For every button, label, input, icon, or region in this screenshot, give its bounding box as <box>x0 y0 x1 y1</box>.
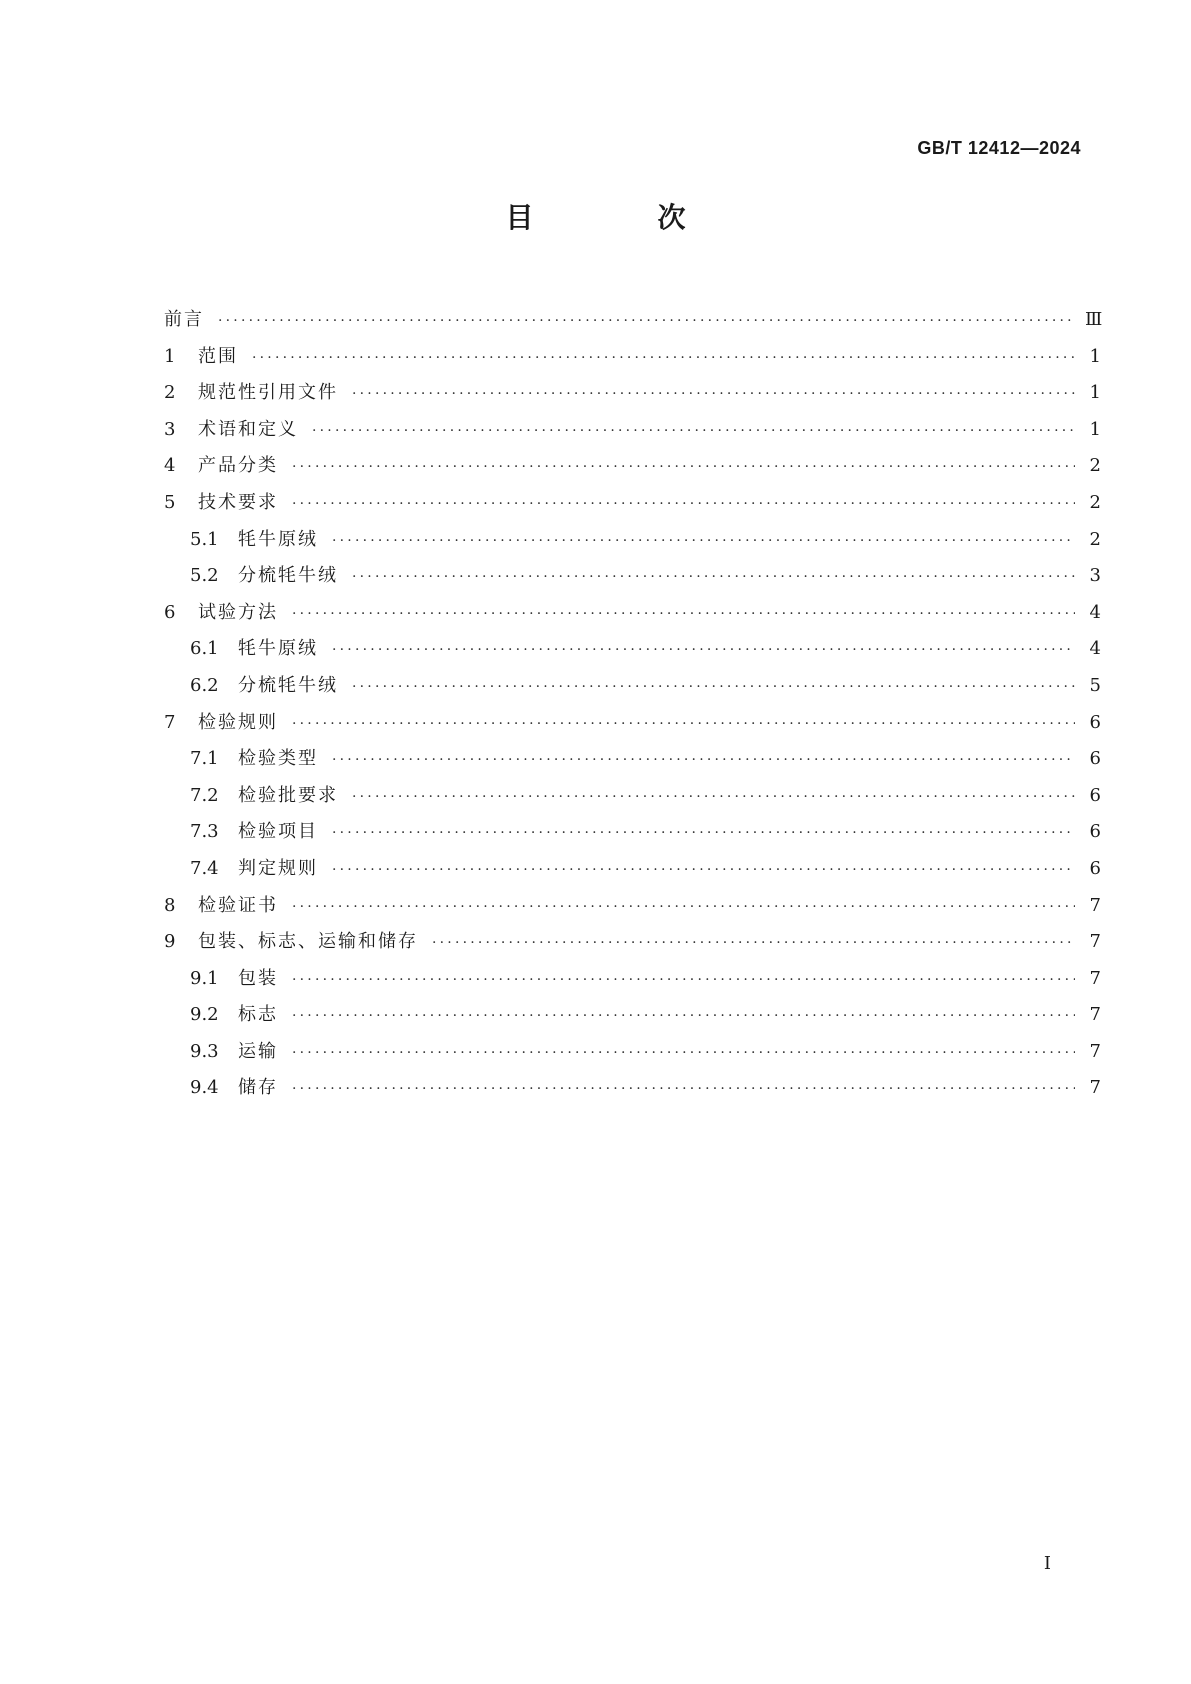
toc-entry-label: 标志 <box>238 1004 278 1026</box>
toc-entry-number: 9.4 <box>190 1077 219 1099</box>
toc-entry-label: 分梳牦牛绒 <box>238 674 338 696</box>
toc-entry-label: 前言 <box>164 309 204 330</box>
toc-leader-dots <box>292 1071 1075 1108</box>
toc-entry[interactable] <box>164 375 1101 412</box>
toc-entry[interactable] <box>164 448 1101 485</box>
toc-entry-label: 术语和定义 <box>198 418 298 440</box>
toc-entry-label: 检验项目 <box>238 821 318 843</box>
toc-entry-number: 7.3 <box>190 821 219 843</box>
toc-entry[interactable] <box>164 705 1101 742</box>
toc-entry-page: 4 <box>1089 638 1101 660</box>
toc-entry[interactable] <box>164 485 1101 522</box>
toc-entry-page: 6 <box>1089 784 1101 806</box>
toc-entry-page: 6 <box>1089 748 1101 770</box>
toc-entry[interactable] <box>164 412 1101 449</box>
toc-leader-dots <box>352 779 1075 816</box>
toc-leader-dots <box>332 742 1075 779</box>
toc-entry-number: 4 <box>164 455 176 477</box>
toc-entry-number: 6.1 <box>190 638 219 660</box>
page-title: 目 次 <box>505 201 734 234</box>
toc-leader-dots <box>332 632 1075 669</box>
toc-entry[interactable] <box>164 595 1101 632</box>
toc-entry[interactable] <box>164 1034 1101 1071</box>
toc-leader-dots <box>332 523 1075 560</box>
toc-entry[interactable] <box>164 814 1101 851</box>
toc-entry-label: 检验批要求 <box>238 784 338 806</box>
toc-leader-dots <box>218 303 1075 340</box>
toc-entry-number: 7.4 <box>190 857 219 879</box>
toc-entry[interactable] <box>164 924 1101 961</box>
toc-entry-number: 7.2 <box>190 784 219 806</box>
toc-leader-dots <box>292 706 1075 743</box>
toc-entry-number: 5.2 <box>190 565 219 587</box>
toc-entry-number: 3 <box>164 418 176 440</box>
toc-entry[interactable] <box>164 997 1101 1034</box>
toc-entry[interactable] <box>164 741 1101 778</box>
toc-entry-number: 7 <box>164 711 176 733</box>
toc-entry[interactable] <box>164 631 1101 668</box>
toc-entry-label: 范围 <box>198 345 238 367</box>
table-of-contents <box>164 302 1101 1107</box>
toc-leader-dots <box>332 852 1075 889</box>
toc-entry-label: 试验方法 <box>198 601 278 623</box>
toc-entry-page: 7 <box>1089 894 1101 916</box>
toc-entry-page: 4 <box>1089 601 1101 623</box>
toc-entry-page: 7 <box>1089 967 1101 989</box>
toc-leader-dots <box>432 925 1075 962</box>
toc-leader-dots <box>352 376 1075 413</box>
toc-entry[interactable] <box>164 961 1101 998</box>
toc-entry-number: 9.1 <box>190 967 219 989</box>
toc-entry-label: 技术要求 <box>198 491 278 513</box>
toc-leader-dots <box>332 815 1075 852</box>
toc-entry-label: 检验类型 <box>238 748 318 770</box>
toc-entry-label: 牦牛原绒 <box>238 528 318 550</box>
page-number: I <box>1043 1553 1051 1574</box>
toc-entry-label: 牦牛原绒 <box>238 638 318 660</box>
toc-entry[interactable] <box>164 668 1101 705</box>
toc-entry-number: 9.3 <box>190 1040 219 1062</box>
toc-entry-number: 5.1 <box>190 528 219 550</box>
toc-entry[interactable] <box>164 888 1101 925</box>
toc-entry-number: 7.1 <box>190 748 219 770</box>
toc-entry-page: 2 <box>1089 528 1101 550</box>
toc-entry-number: 1 <box>164 345 176 367</box>
toc-leader-dots <box>292 1035 1075 1072</box>
toc-entry-label: 包装、标志、运输和储存 <box>198 931 418 953</box>
toc-entry-label: 产品分类 <box>198 455 278 477</box>
toc-entry[interactable] <box>164 302 1101 339</box>
toc-entry-number: 8 <box>164 894 176 916</box>
toc-leader-dots <box>292 449 1075 486</box>
toc-entry-page: 2 <box>1089 491 1101 513</box>
toc-entry-label: 运输 <box>238 1040 278 1062</box>
standard-code: GB/T 12412—2024 <box>917 138 1081 158</box>
toc-entry-page: 6 <box>1089 711 1101 733</box>
toc-leader-dots <box>292 596 1075 633</box>
toc-entry-page: 7 <box>1089 1040 1101 1062</box>
toc-entry-label: 检验证书 <box>198 894 278 916</box>
toc-entry[interactable] <box>164 1070 1101 1107</box>
toc-entry-page: 7 <box>1089 1004 1101 1026</box>
toc-leader-dots <box>292 962 1075 999</box>
toc-leader-dots <box>252 340 1075 377</box>
toc-entry-label: 储存 <box>238 1077 278 1099</box>
toc-entry-page: Ⅲ <box>1085 309 1103 330</box>
toc-entry-number: 5 <box>164 491 176 513</box>
toc-entry-number: 9.2 <box>190 1004 219 1026</box>
toc-entry-label: 包装 <box>238 967 278 989</box>
toc-entry-page: 1 <box>1089 418 1101 440</box>
toc-entry[interactable] <box>164 522 1101 559</box>
toc-entry-label: 分梳牦牛绒 <box>238 565 338 587</box>
toc-entry-page: 2 <box>1089 455 1101 477</box>
toc-entry-number: 6 <box>164 601 176 623</box>
toc-entry-page: 5 <box>1089 674 1101 696</box>
toc-entry-label: 检验规则 <box>198 711 278 733</box>
toc-entry[interactable] <box>164 851 1101 888</box>
toc-entry-number: 6.2 <box>190 674 219 696</box>
toc-entry-number: 9 <box>164 931 176 953</box>
toc-entry-label: 规范性引用文件 <box>198 382 338 404</box>
toc-entry[interactable] <box>164 339 1101 376</box>
toc-leader-dots <box>292 486 1075 523</box>
toc-entry-label: 判定规则 <box>238 857 318 879</box>
toc-entry-page: 1 <box>1089 345 1101 367</box>
toc-entry-number: 2 <box>164 382 176 404</box>
toc-leader-dots <box>352 669 1075 706</box>
toc-entry-page: 7 <box>1089 1077 1101 1099</box>
toc-entry[interactable] <box>164 778 1101 815</box>
toc-leader-dots <box>292 889 1075 926</box>
toc-entry-page: 1 <box>1089 382 1101 404</box>
toc-entry-page: 3 <box>1089 565 1101 587</box>
toc-leader-dots <box>292 998 1075 1035</box>
toc-leader-dots <box>312 413 1075 450</box>
toc-entry-page: 7 <box>1089 931 1101 953</box>
toc-leader-dots <box>352 559 1075 596</box>
toc-entry-page: 6 <box>1089 821 1101 843</box>
toc-entry-page: 6 <box>1089 857 1101 879</box>
toc-entry[interactable] <box>164 558 1101 595</box>
